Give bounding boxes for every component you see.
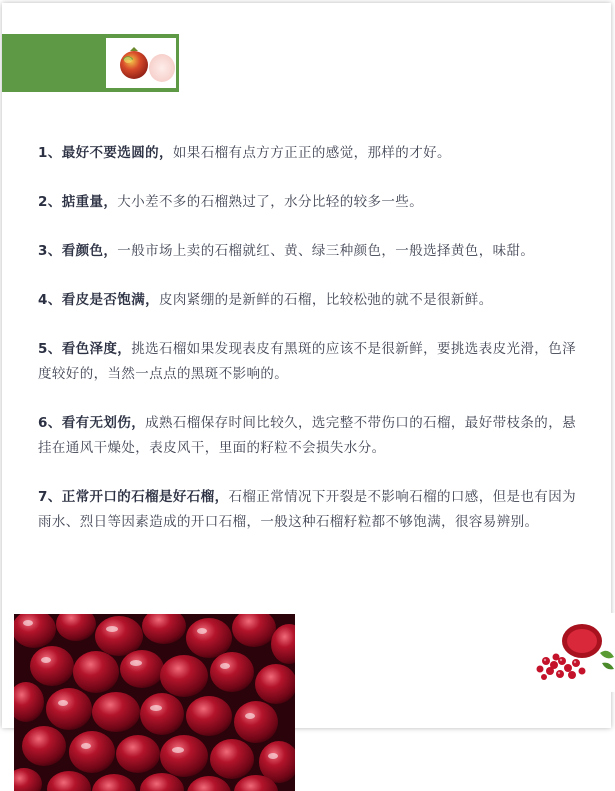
list-item bbox=[38, 239, 581, 264]
pomegranate-seeds-photo bbox=[14, 614, 295, 791]
item-lead: 2、掂重量， bbox=[38, 194, 118, 210]
item-lead: 4、看皮是否饱满， bbox=[38, 292, 159, 308]
item-lead: 7、正常开口的石榴是好石榴， bbox=[38, 489, 229, 505]
item-text: 挑选石榴如果发现表皮有黑斑的应该不是很新鲜，要挑选表皮光滑，色泽度较好的，当然一点点的黑斑不影响的。 bbox=[38, 341, 577, 382]
pomegranate-thumbnail bbox=[106, 38, 176, 88]
item-text: 大小差不多的石榴熟过了，水分比轻的较多一些。 bbox=[117, 194, 424, 210]
item-lead: 5、看色泽度， bbox=[38, 341, 132, 357]
list-item bbox=[38, 411, 581, 461]
item-text: 成熟石榴保存时间比较久，选完整不带伤口的石榴，最好带枝条的，悬挂在通风干燥处，表皮风干，里面的籽粒不会损失水分。 bbox=[38, 415, 576, 456]
open-pomegranate-image bbox=[516, 613, 615, 692]
list-item bbox=[38, 485, 581, 535]
item-lead: 6、看有无划伤， bbox=[38, 415, 146, 431]
list-item bbox=[38, 288, 581, 313]
pomegranate-open-photo bbox=[516, 613, 615, 692]
item-text: 如果石榴有点方方正正的感觉，那样的才好。 bbox=[172, 145, 451, 161]
list-item bbox=[38, 337, 581, 387]
item-text: 皮肉紧绷的是新鲜的石榴，比较松弛的就不是很新鲜。 bbox=[159, 292, 493, 308]
pomegranate-whole-icon bbox=[106, 38, 176, 88]
seeds-image bbox=[14, 614, 295, 791]
item-lead: 1、最好不要选圆的， bbox=[38, 145, 173, 161]
item-lead: 3、看颜色， bbox=[38, 243, 118, 259]
item-text: 石榴正常情况下开裂是不影响石榴的口感，但是也有因为雨水、烈日等因素造成的开口石榴，一般这种石榴籽粒都不够饱满，很容易辨别。 bbox=[38, 489, 576, 530]
list-item bbox=[38, 141, 581, 166]
tips-list bbox=[38, 141, 581, 559]
list-item bbox=[38, 190, 581, 215]
item-text: 一般市场上卖的石榴就红、黄、绿三种颜色，一般选择黄色，味甜。 bbox=[117, 243, 535, 259]
